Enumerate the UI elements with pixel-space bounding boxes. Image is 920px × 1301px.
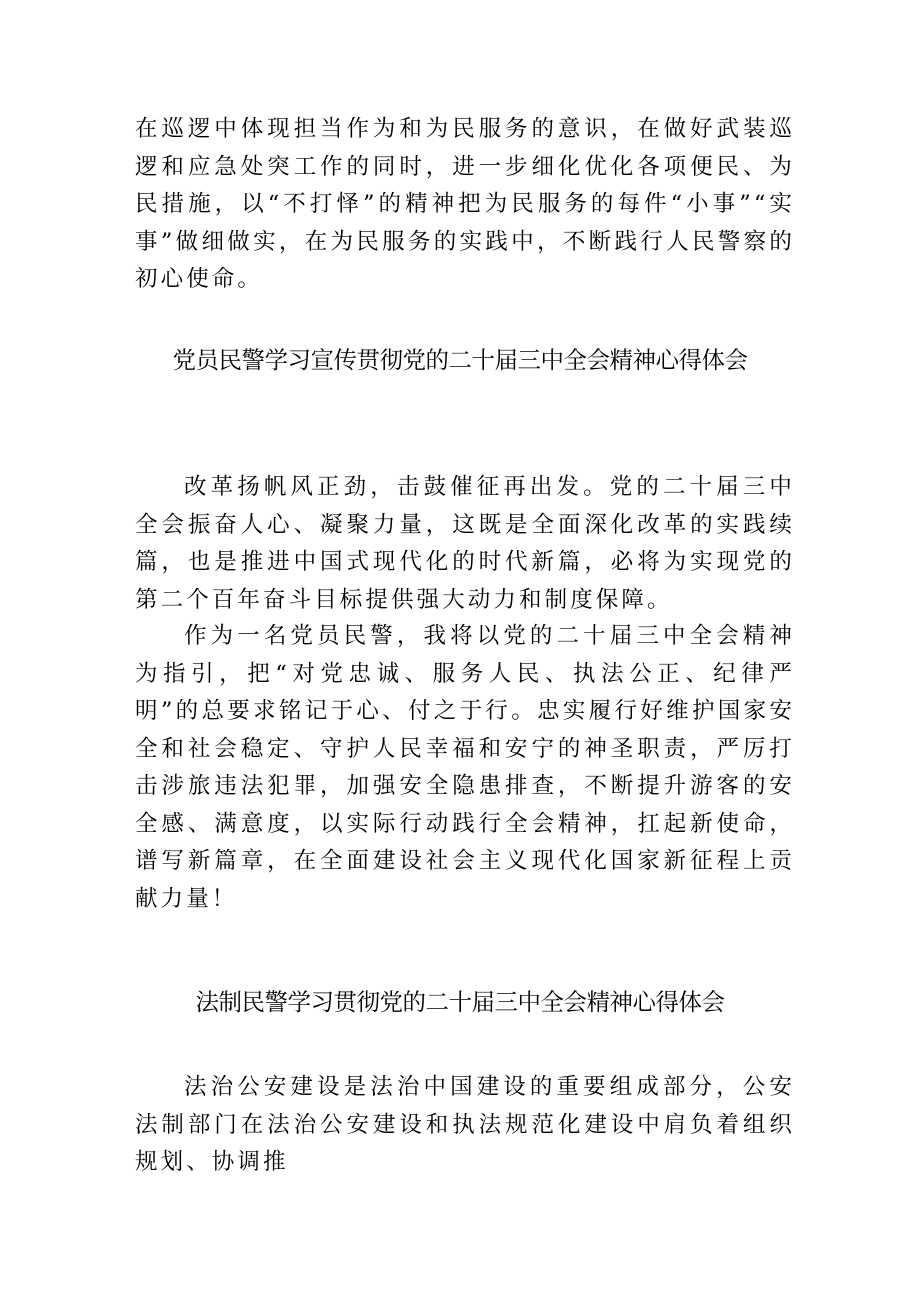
paragraph-reform: 改革扬帆风正劲，击鼓催征再出发。党的二十届三中全会振奋人心、凝聚力量，这既是全面深化改革的实践续篇，也是推进中国式现代化的时代新篇，必将为实现党的第二个百年奋斗目标提供强大动力和制度保障。 [135,474,795,613]
paragraph-rule-of-law: 法治公安建设是法治中国建设的重要组成部分，公安法制部门在法治公安建设和执法规范化建设中肩负着组织规划、协调推 [135,1074,795,1175]
paragraph-commitment: 作为一名党员民警，我将以党的二十届三中全会精神为指引，把“对党忠诚、服务人民、执法公正、纪律严明”的总要求铭记于心、付之于行。忠实履行好维护国家安全和社会稳定、守护人民幸福和安宁的神圣职责，严厉打击涉旅违法犯罪，加强安全隐患排查，不断提升游客的安全感、满意度，以实际行动践行全会精神，扛起新使命，谱写新篇章，在全面建设社会主义现代化国家新征程上贡献力量！ [135,623,795,912]
section-title-party-member-police: 党员民警学习宣传贯彻党的二十届三中全会精神心得体会 [172,346,748,374]
section-title-legal-police: 法制民警学习贯彻党的二十届三中全会精神心得体会 [195,988,725,1016]
continued-paragraph: 在巡逻中体现担当作为和为民服务的意识，在做好武装巡逻和应急处突工作的同时，进一步细化优化各项便民、为民措施，以“不打怿”的精神把为民服务的每件“小事”“实事”做细做实，在为民服务的实践中，不断践行人民警察的初心使命。 [135,116,795,292]
